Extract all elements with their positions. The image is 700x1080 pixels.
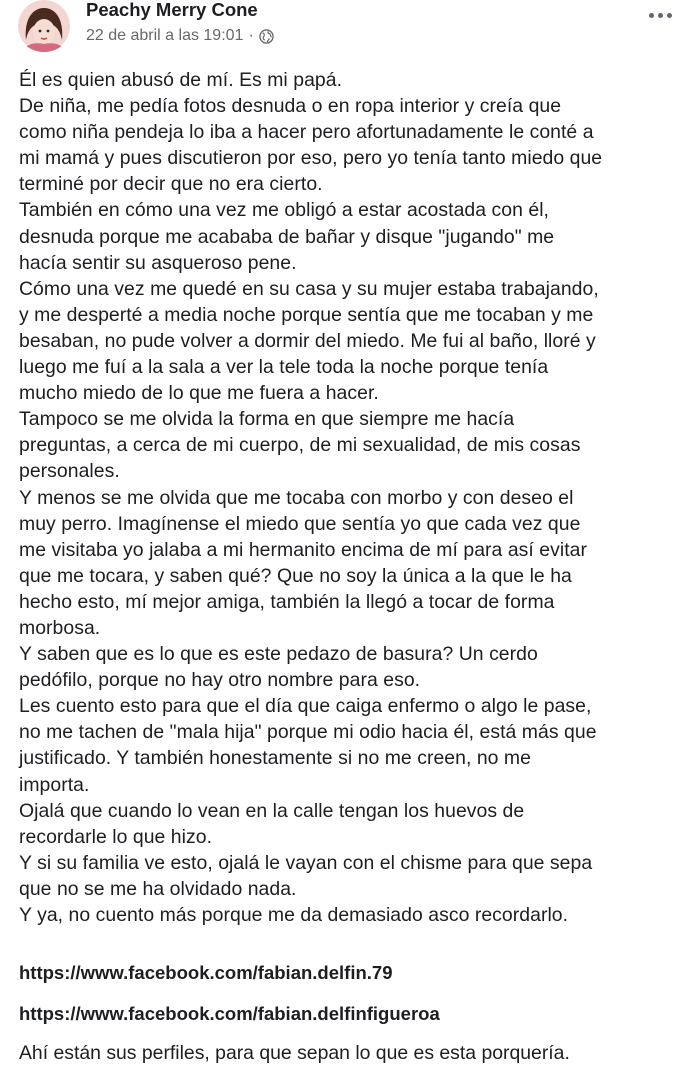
post-body-line: Y menos se me olvida que me tocaba con morbo y con deseo el — [19, 486, 574, 509]
post-body-line: besaban, no pude volver a dormir del miedo. Me fui al baño, lloré y — [19, 329, 596, 352]
post-body-line: hacía sentir su asqueroso pene. — [19, 251, 297, 274]
post-timestamp[interactable]: 22 de abril a las 19:01 — [86, 27, 244, 44]
post-body-line: como niña pendeja lo iba a hacer pero afortunadamente le conté a — [19, 121, 594, 144]
post-header — [0, 0, 700, 62]
profile-link[interactable]: https://www.facebook.com/fabian.delfin.79 — [19, 962, 393, 983]
post-body-line: pedófilo, porque no hay otro nombre para eso. — [19, 669, 421, 692]
post-body-line: desnuda porque me acababa de bañar y disque "jugando" me — [19, 225, 555, 248]
post-body-line: Él es quien abusó de mí. Es mi papá. — [19, 69, 343, 91]
meta-separator: · — [248, 27, 254, 44]
post-body-line: me visitaba yo jalaba a mi hermanito encima de mí para así evitar — [19, 538, 587, 561]
post-closing-text: Ahí están sus perfiles, para que sepan lo que es esta porquería. — [19, 1042, 570, 1064]
post-body — [19, 67, 689, 928]
post-body-line: muy perro. Imagínense el miedo que sentía yo que cada vez que — [19, 512, 581, 535]
post-body-line: y me desperté a media noche porque sentía que me tocaban y me — [19, 303, 594, 326]
post-body-line: que no se me ha olvidado nada. — [19, 877, 297, 900]
post-body-line: Y ya, no cuento más porque me da demasiado asco recordarlo. — [19, 904, 569, 926]
post-body-line: Tampoco se me olvida la forma en que siempre me hacía — [19, 408, 515, 431]
post-body-line: no me tachen de "mala hija" porque mi odio hacia él, está más que — [19, 721, 597, 744]
more-options-icon[interactable] — [649, 13, 672, 18]
post-meta — [86, 26, 274, 46]
dot-icon — [649, 13, 654, 18]
post-body-line: mi mamá y pues discutieron por eso, pero yo tenía tanto miedo que — [19, 147, 603, 170]
post-body-line: hecho esto, mí mejor amiga, también la llegó a tocar de forma — [19, 590, 555, 613]
post-body-line: Y saben que es lo que es este pedazo de basura? Un cerdo — [19, 643, 538, 666]
dot-icon — [667, 13, 672, 18]
post-body-line: terminé por decir que no era cierto. — [19, 173, 323, 196]
post-body-line: Cómo una vez me quedé en su casa y su mujer estaba trabajando, — [19, 277, 599, 300]
post-body-line: morbosa. — [19, 616, 101, 639]
avatar[interactable] — [16, 0, 72, 52]
post-body-line: personales. — [19, 460, 120, 483]
post-body-line: recordarle lo que hizo. — [19, 825, 213, 848]
avatar-illustration — [16, 0, 72, 52]
post-body-line: preguntas, a cerca de mi cuerpo, de mi sexualidad, de mis cosas — [19, 434, 581, 457]
globe-icon — [259, 29, 274, 44]
post-body-line: mucho miedo de lo que me fuera a hacer. — [19, 382, 379, 405]
dot-icon — [658, 13, 663, 18]
post-body-line: Ojalá que cuando lo vean en la calle tengan los huevos de — [19, 799, 525, 822]
post-body-line: Y si su familia ve esto, ojalá le vayan con el chisme para que sepa — [19, 851, 593, 874]
post-body-line: luego me fuí a la sala a ver la tele toda la noche porque tenía — [19, 356, 549, 379]
post-body-line: importa. — [19, 773, 90, 796]
author-name[interactable]: Peachy Merry Cone — [86, 0, 258, 20]
post-body-line: Les cuento esto para que el día que caiga enfermo o algo le pase, — [19, 695, 592, 718]
profile-link[interactable]: https://www.facebook.com/fabian.delfinfigueroa — [19, 1003, 440, 1024]
post-body-line: También en cómo una vez me obligó a estar acostada con él, — [19, 199, 549, 222]
post-body-line: De niña, me pedía fotos desnuda o en ropa interior y creía que — [19, 95, 562, 118]
post-body-line: justificado. Y también honestamente si no me creen, no me — [19, 747, 531, 770]
post-body-line: que me tocara, y saben qué? Que no soy la única a la que le ha — [19, 564, 572, 587]
